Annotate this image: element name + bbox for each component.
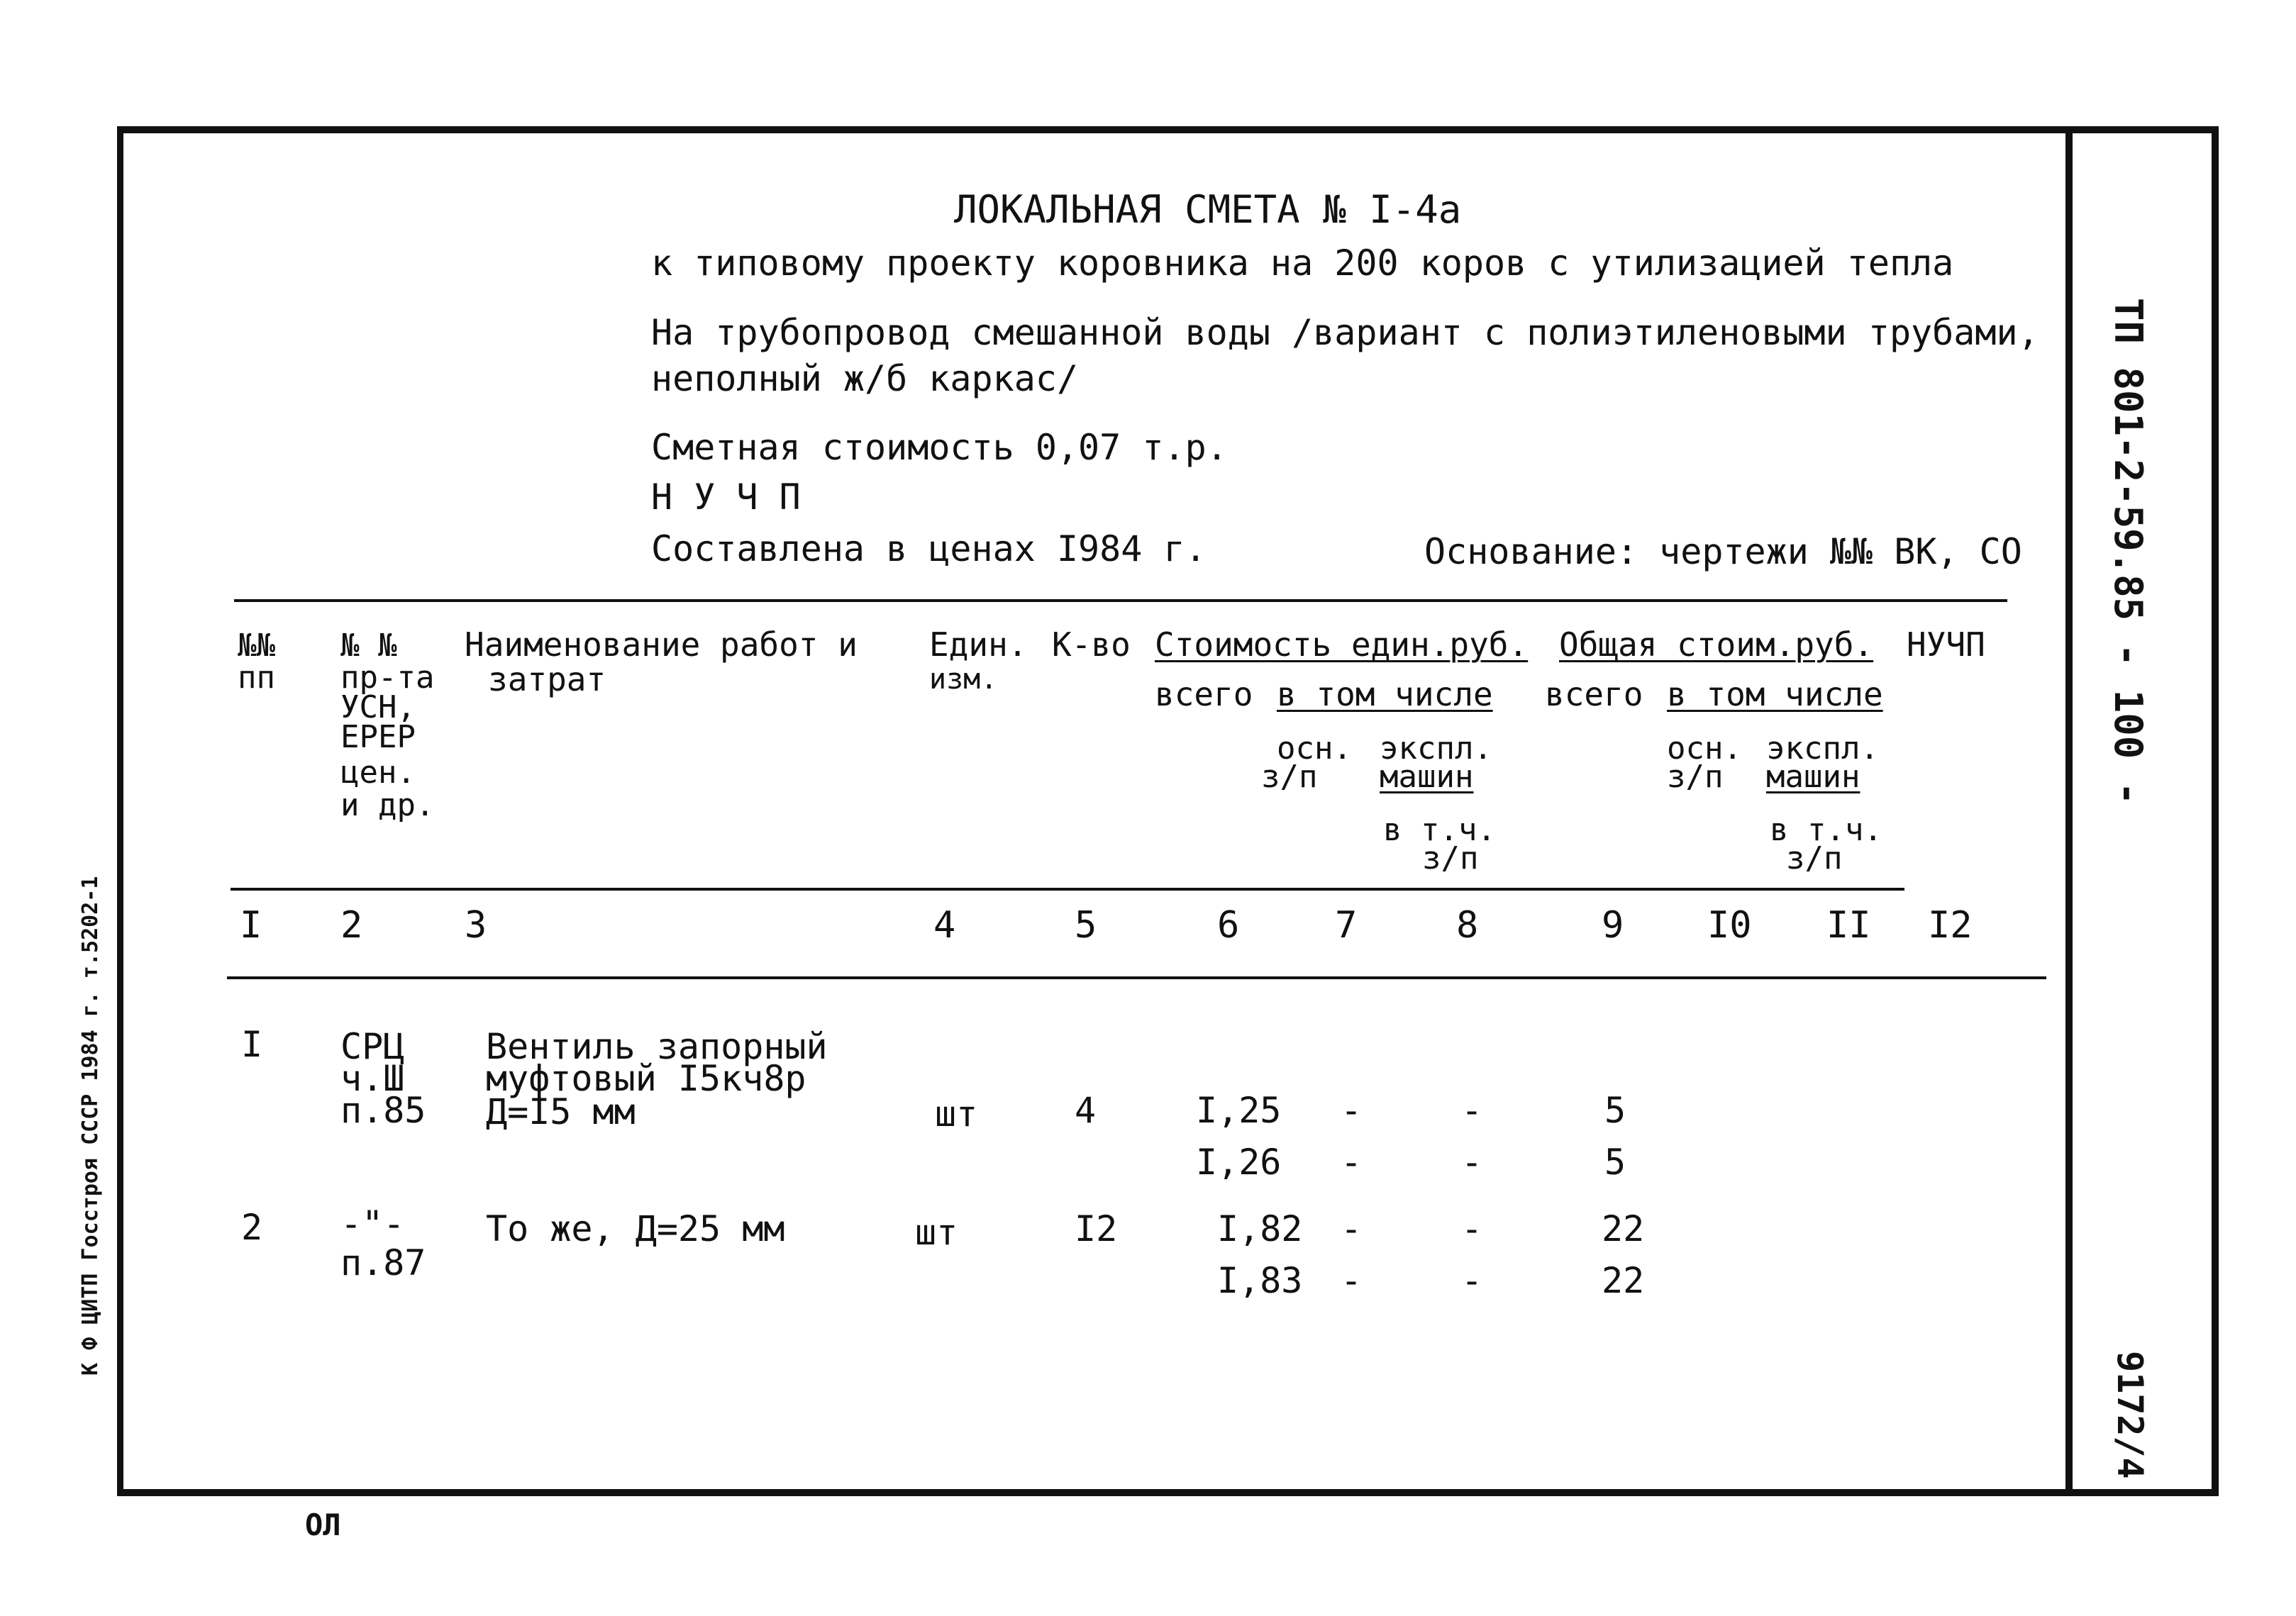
row1-total-a: 5 <box>1604 1090 1626 1131</box>
object-description-line2: неполный ж/б каркас/ <box>651 358 1079 399</box>
row2-total-a: 22 <box>1602 1208 1645 1249</box>
column-number-9: 9 <box>1602 904 1624 947</box>
row1-dash-a1: - <box>1341 1090 1363 1131</box>
nuchp-label: Н У Ч П <box>651 477 801 518</box>
row1-name-line3: Д=I5 мм <box>486 1091 636 1132</box>
row2-dash-a1: - <box>1341 1208 1363 1249</box>
header-unit-ekspl: экспл. <box>1380 730 1492 767</box>
column-numbers-bottom-rule <box>227 976 2046 979</box>
header-total-osn: осн. <box>1667 730 1742 767</box>
row1-number: I <box>241 1024 263 1065</box>
price-basis: Составлена в ценах I984 г. <box>651 528 1207 569</box>
side-sheet-number: 9172/4 <box>2109 1351 2151 1479</box>
column-number-10: I0 <box>1707 904 1752 947</box>
header-col2-line5: цен. <box>340 754 416 791</box>
row1-qty: 4 <box>1075 1090 1097 1131</box>
column-number-6: 6 <box>1217 904 1240 947</box>
header-total-vtch: в т.ч. <box>1770 812 1882 848</box>
header-col4-line2: изм. <box>929 663 998 696</box>
row1-name-line2: муфтовый I5кч8р <box>486 1058 806 1099</box>
header-total-ekspl: экспл. <box>1766 730 1879 767</box>
row2-dash-b2: - <box>1461 1260 1483 1301</box>
left-margin-note: К Ф ЦИТП Госстроя СССР 1984 г. т.5202-1 <box>78 876 103 1376</box>
row1-dash-a2: - <box>1461 1090 1483 1131</box>
header-unit-cost: Стоимость един.руб. <box>1155 625 1529 664</box>
row1-ref-line1: СРЦ <box>340 1026 405 1067</box>
column-number-11: II <box>1826 904 1871 947</box>
column-number-2: 2 <box>340 904 363 947</box>
row2-dash-b1: - <box>1341 1260 1363 1301</box>
bottom-mark: ОЛ <box>305 1508 341 1542</box>
row1-ref-line3: п.85 <box>340 1090 426 1131</box>
header-col2-line2: пр-та <box>340 659 435 696</box>
column-number-5: 5 <box>1075 904 1097 947</box>
header-nuchp: НУЧП <box>1907 625 1985 664</box>
row1-unit-cost-a: I,25 <box>1196 1090 1282 1131</box>
header-unit-osn: осн. <box>1277 730 1352 767</box>
row2-ref-line1: -"- <box>340 1203 405 1244</box>
row2-ref-line2: п.87 <box>340 1242 426 1283</box>
row1-dash-b2: - <box>1461 1142 1483 1183</box>
project-subtitle: к типовому проекту коровника на 200 коров с утилизацией тепла <box>651 243 1954 284</box>
side-project-code: ТП 801-2-59.85 - 100 - <box>2106 298 2151 806</box>
row2-unit-cost-a: I,82 <box>1217 1208 1303 1249</box>
header-col2-line3: УСН, <box>340 689 416 725</box>
header-col1-line2: пп <box>238 659 275 696</box>
header-col2-line6: и др. <box>340 787 435 823</box>
header-col2-line1: № № <box>340 628 397 664</box>
table-top-rule <box>234 599 2007 602</box>
header-col5: К-во <box>1052 625 1131 664</box>
header-unit-v-tom-chisle: в том числе <box>1277 675 1493 713</box>
header-col3-line1: Наименование работ и <box>465 625 858 664</box>
row1-name-line1: Вентиль запорный <box>486 1026 828 1067</box>
side-panel-divider <box>2065 126 2073 1496</box>
header-unit-vsego: всего <box>1155 675 1253 713</box>
header-col3-line2: затрат <box>488 660 606 698</box>
row1-ref-line2: ч.Ш <box>340 1058 405 1099</box>
column-numbers-top-rule <box>231 888 1904 891</box>
header-total-v-tom-chisle: в том числе <box>1667 675 1883 713</box>
header-col1-line1: №№ <box>238 628 275 664</box>
row2-name: То же, Д=25 мм <box>486 1208 785 1249</box>
column-number-4: 4 <box>933 904 956 947</box>
header-total-cost: Общая стоим.руб. <box>1559 625 1874 664</box>
row2-unit: шт <box>915 1212 958 1253</box>
header-total-vsego: всего <box>1545 675 1643 713</box>
header-unit-mashin: машин <box>1380 759 1474 795</box>
header-total-vtch-zp: з/п <box>1786 840 1843 876</box>
row2-dash-a2: - <box>1461 1208 1483 1249</box>
row1-total-b: 5 <box>1604 1142 1626 1183</box>
estimated-cost: Сметная стоимость 0,07 т.р. <box>651 427 1228 468</box>
header-col2-line4: ЕРЕР <box>340 719 416 755</box>
row1-unit: шт <box>935 1093 978 1135</box>
row1-dash-b1: - <box>1341 1142 1363 1183</box>
header-unit-vtch: в т.ч. <box>1383 812 1496 848</box>
column-number-12: I2 <box>1928 904 1973 947</box>
row2-number: 2 <box>241 1207 263 1248</box>
column-number-1: I <box>240 904 262 947</box>
row2-total-b: 22 <box>1602 1260 1645 1301</box>
header-unit-osn-zp: з/п <box>1261 759 1318 795</box>
row1-unit-cost-b: I,26 <box>1196 1142 1282 1183</box>
row2-qty: I2 <box>1075 1208 1118 1249</box>
column-number-8: 8 <box>1456 904 1479 947</box>
column-number-3: 3 <box>465 904 487 947</box>
header-total-mashin: машин <box>1766 759 1860 795</box>
object-description-line1: На трубопровод смешанной воды /вариант с полиэтиленовыми трубами, <box>651 312 2039 353</box>
column-number-7: 7 <box>1335 904 1358 947</box>
header-total-osn-zp: з/п <box>1667 759 1724 795</box>
document-heading: ЛОКАЛЬНАЯ СМЕТА № I-4а <box>954 187 1462 232</box>
row2-unit-cost-b: I,83 <box>1217 1260 1303 1301</box>
header-unit-vtch-zp: з/п <box>1422 840 1479 876</box>
basis-drawings: Основание: чертежи №№ ВК, СО <box>1424 531 2022 572</box>
header-col4-line1: Един. <box>929 625 1028 664</box>
